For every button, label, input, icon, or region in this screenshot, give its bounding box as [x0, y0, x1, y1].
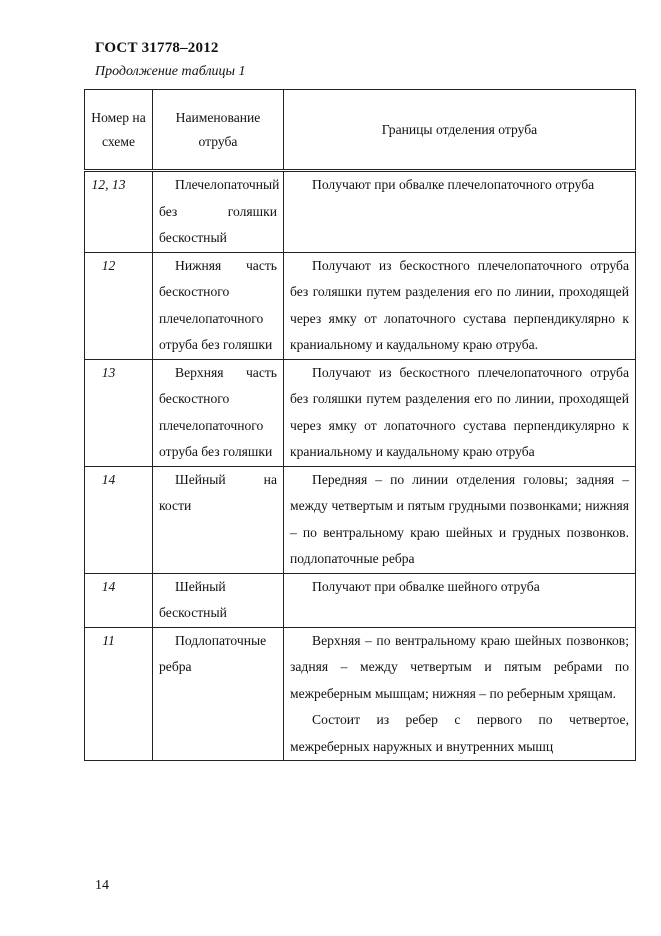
row-number: 13 [85, 359, 153, 466]
table-row [85, 171, 636, 253]
table-row [85, 573, 636, 627]
row-bounds-text: Получают при обвалке плечелопаточного отруба [312, 177, 595, 192]
row-name [153, 359, 284, 466]
row-name [153, 252, 284, 359]
row-bounds-text: Состоит из ребер с первого по четвертое, межреберных наружных и внутренних мышц [290, 712, 629, 754]
row-bounds [284, 359, 636, 466]
table-row [85, 252, 636, 359]
row-name [153, 627, 284, 761]
row-bounds [284, 573, 636, 627]
row-bounds-text: Получают из бескостного плечелопаточного отруба без голяшки путем разделения его по линии, проходящей через ямку от лопаточного сустава перпендикулярно к краниальному и каудальному краю отруба [290, 364, 629, 459]
row-bounds [284, 252, 636, 359]
row-name-text: Верхняя часть бескостного плечелопаточного отруба без голяшки [159, 364, 277, 459]
table-header-row [85, 90, 636, 171]
row-bounds-text: Получают из бескостного плечелопаточного отруба без голяшки путем разделения его по линии, проходящей через ямку от лопаточного сустава перпендикулярно к краниальному и каудальному краю отруба. [290, 257, 629, 352]
table-row [85, 359, 636, 466]
header-number: Номер на схеме [85, 90, 153, 171]
row-bounds-text: Передняя – по линии отделения головы; задняя – между четвертым и пятым грудными позвонками; нижняя – по вентральному краю шейных и грудных позвонков. подлопаточные ребра [290, 471, 629, 566]
document-standard-title: ГОСТ 31778–2012 [95, 40, 219, 56]
row-bounds [284, 171, 636, 253]
table-row [85, 627, 636, 761]
header-bounds: Границы отделения отруба [284, 90, 636, 171]
header-name: Наименование отруба [153, 90, 284, 171]
row-number: 14 [85, 466, 153, 573]
row-name [153, 466, 284, 573]
table-continuation-label: Продолжение таблицы 1 [95, 64, 246, 79]
row-number: 11 [85, 627, 153, 761]
row-bounds [284, 466, 636, 573]
page-number: 14 [95, 878, 109, 893]
row-name-text: Шейный бескостный [159, 578, 227, 620]
row-name [153, 171, 284, 253]
row-bounds [284, 627, 636, 761]
row-bounds-text: Получают при обвалке шейного отруба [312, 578, 540, 594]
row-number: 14 [85, 573, 153, 627]
row-number: 12, 13 [85, 171, 153, 253]
row-bounds-text: Верхняя – по вентральному краю шейных позвонков; задняя – между четвертым и пятым ребрами по межреберным мышцам; нижняя – по реберным хрящам. [290, 632, 629, 701]
row-name [153, 573, 284, 627]
row-name-text: Плечелопаточный без голяшки бескостный [159, 177, 280, 245]
row-name-text: Нижняя часть бескостного плечелопаточного отруба без голяшки [159, 257, 277, 352]
cuts-table [84, 89, 636, 761]
table-row [85, 466, 636, 573]
row-name-text: Шейный на кости [159, 471, 277, 513]
row-name-text: Подлопаточные ребра [159, 632, 267, 674]
row-number: 12 [85, 252, 153, 359]
